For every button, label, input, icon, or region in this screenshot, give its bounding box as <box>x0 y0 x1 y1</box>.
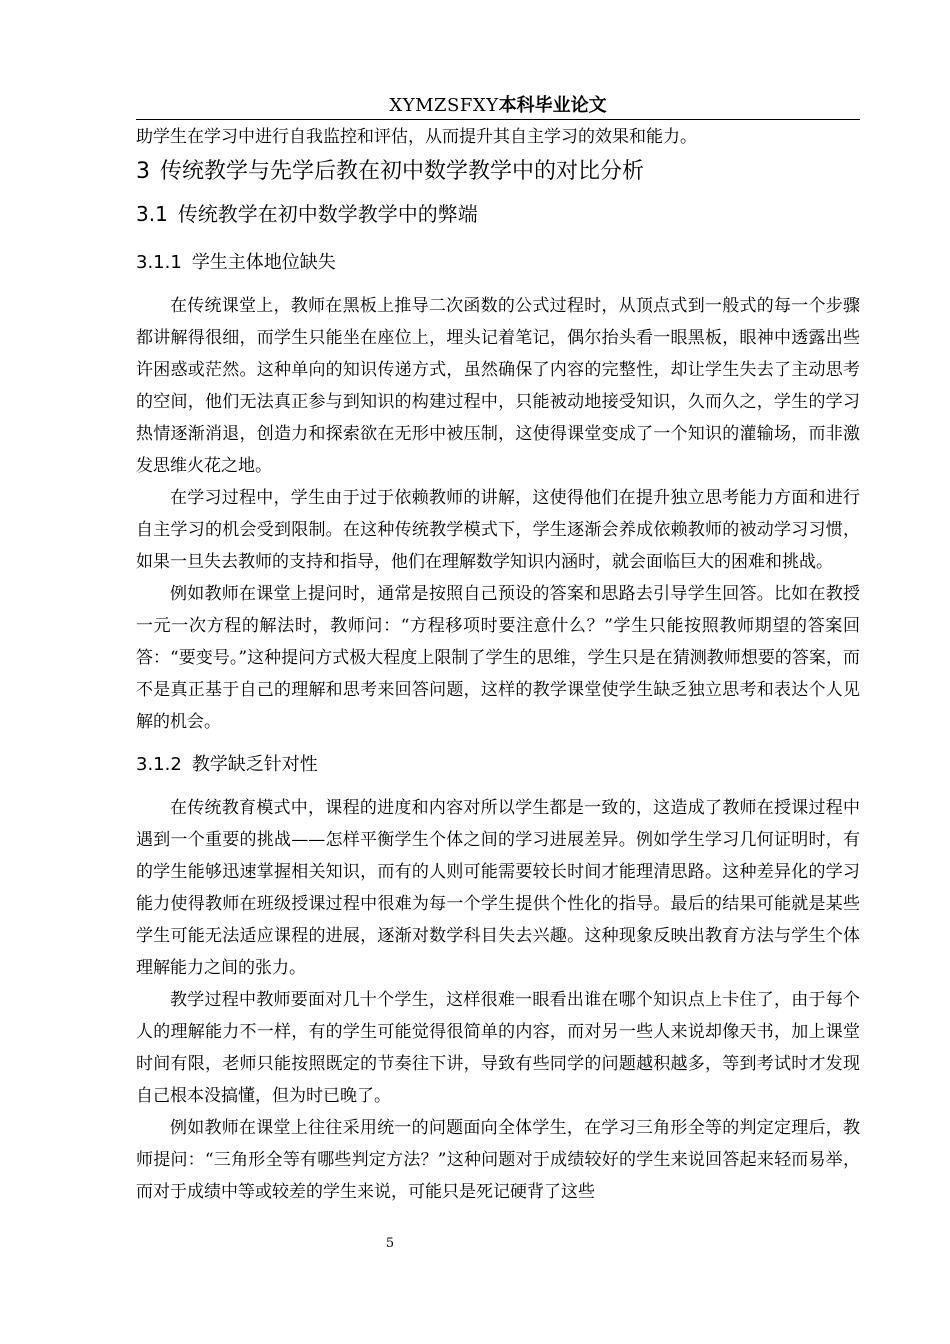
section-3-1-2-number: 3.1.2 <box>136 754 182 775</box>
section-3-1-2-title: 教学缺乏针对性 <box>191 754 318 775</box>
running-header <box>136 92 860 120</box>
continued-paragraph: 助学生在学习中进行自我监控和评估，从而提升其自主学习的效果和能力。 <box>136 127 697 147</box>
body-paragraph: 例如教师在课堂上往往采用统一的问题面向全体学生，在学习三角形全等的判定定理后，教师提问：“三角形全等有哪些判定方法？”这种问题对于成绩较好的学生来说回答起来轻而易举，而对于成绩中等或较差的学生来说，可能只是死记硬背了这些 <box>136 1118 860 1202</box>
section-3-1-1-number: 3.1.1 <box>136 252 182 273</box>
body-paragraph: 例如教师在课堂上提问时，通常是按照自己预设的答案和思路去引导学生回答。比如在教授一元一次方程的解法时，教师问：“方程移项时要注意什么？”学生只能按照教师期望的答案回答：“要变号。”这种提问方式极大程度上限制了学生的思维，学生只是在猜测教师想要的答案，而不是真正基于自己的理解和思考来回答问题，这样的教学课堂使学生缺乏独立思考和表达个人见解的机会。 <box>136 584 860 732</box>
body-paragraph: 在传统课堂上，教师在黑板上推导二次函数的公式过程时，从顶点式到一般式的每一个步骤都讲解得很细，而学生只能坐在座位上，埋头记着笔记，偶尔抬头看一眼黑板，眼神中透露出些许困惑或茫然。这种单向的知识传递方式，虽然确保了内容的完整性，却让学生失去了主动思考的空间，他们无法真正参与到知识的构建过程中，只能被动地接受知识，久而久之，学生的学习热情逐渐消退，创造力和探索欲在无形中被压制，这使得课堂变成了一个知识的灌输场，而非激发思维火花之地。 <box>136 296 860 476</box>
header-title: 本科毕业论文 <box>498 95 607 116</box>
page-number: 5 <box>385 1236 395 1251</box>
body-paragraph: 在学习过程中，学生由于过于依赖教师的讲解，这使得他们在提升独立思考能力方面和进行自主学习的机会受到限制。在这种传统教学模式下，学生逐渐会养成依赖教师的被动学习习惯，如果一旦失去教师的支持和指导，他们在理解数学知识内涵时，就会面临巨大的困难和挑战。 <box>136 488 860 572</box>
header-code: XYMZSFXY <box>389 95 499 116</box>
section-3-1-heading <box>136 192 860 236</box>
section-3-heading <box>136 152 860 192</box>
page-body <box>136 122 860 1208</box>
section-3-title: 传统教学与先学后教在初中数学教学中的对比分析 <box>160 159 645 184</box>
body-paragraph: 教学过程中教师要面对几十个学生，这样很难一眼看出谁在哪个知识点上卡住了，由于每个人的理解能力不一样，有的学生可能觉得很简单的内容，而对另一些人来说却像天书，加上课堂时间有限，老师只能按照既定的节奏往下讲，导致有些同学的问题越积越多，等到考试时才发现自己根本没搞懂，但为时已晚了。 <box>136 990 860 1106</box>
section-3-1-1-title: 学生主体地位缺失 <box>191 252 336 273</box>
section-3-number: 3 <box>136 159 150 184</box>
section-3-1-2-heading <box>136 738 860 792</box>
body-paragraph: 在传统教育模式中，课程的进度和内容对所以学生都是一致的，这造成了教师在授课过程中遇到一个重要的挑战——怎样平衡学生个体之间的学习进展差异。例如学生学习几何证明时，有的学生能够迅速掌握相关知识，而有的人则可能需要较长时间才能理清思路。这种差异化的学习能力使得教师在班级授课过程中很难为每一个学生提供个性化的指导。最后的结果可能就是某些学生可能无法适应课程的进展，逐渐对数学科目失去兴趣。这种现象反映出教育方法与学生个体理解能力之间的张力。 <box>136 798 860 978</box>
section-3-1-title: 传统教学在初中数学教学中的弊端 <box>177 202 478 226</box>
section-3-1-number: 3.1 <box>136 202 168 226</box>
section-3-1-1-heading <box>136 236 860 290</box>
